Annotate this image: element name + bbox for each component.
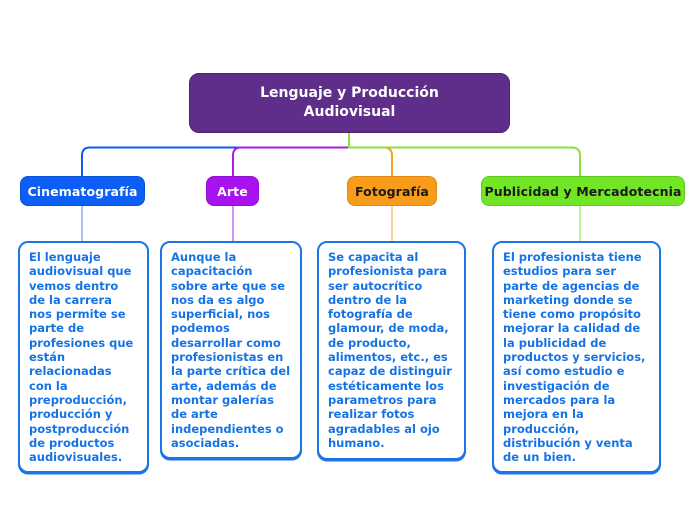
branch-node-cinematografia[interactable] bbox=[20, 176, 145, 206]
root-node[interactable] bbox=[189, 73, 510, 133]
branch-label-cinematografia: Cinematografía bbox=[27, 183, 138, 199]
edge-publicidad bbox=[349, 133, 580, 176]
edge-arte bbox=[233, 133, 349, 176]
branch-node-publicidad[interactable] bbox=[481, 176, 685, 206]
note-box-arte[interactable] bbox=[160, 241, 302, 459]
branch-node-arte[interactable] bbox=[206, 176, 259, 206]
branch-node-fotografia[interactable] bbox=[347, 176, 437, 206]
root-node-label: Lenguaje y Producción Audiovisual bbox=[260, 85, 439, 120]
note-box-cinematografia[interactable] bbox=[18, 241, 149, 473]
note-text-cinematografia: El lenguaje audiovisual que vemos dentro de la carrera nos permite se parte de profesiones que están relacionadas con la preproducción, producción y postproducción de productos audiovisuales. bbox=[29, 250, 134, 465]
edge-fotografia bbox=[349, 133, 392, 176]
branch-label-fotografia: Fotografía bbox=[355, 183, 429, 199]
branch-label-arte: Arte bbox=[217, 183, 248, 199]
note-text-arte: Aunque la capacitación sobre arte que se nos da es algo superficial, nos podemos desarrollar como profesionistas en la parte crítica del arte, además de montar galerías de arte independientes o asociadas. bbox=[171, 250, 291, 450]
note-box-fotografia[interactable] bbox=[317, 241, 466, 460]
note-text-fotografia: Se capacita al profesionista para ser autocrítico dentro de la fotografía de glamour, de moda, de producto, alimentos, etc., es capaz de distinguir estéticamente los parametros para realizar fotos agradables al ojo humano. bbox=[328, 250, 452, 450]
edge-cinematografia bbox=[82, 133, 349, 176]
note-text-publicidad: El profesionista tiene estudios para ser parte de agencias de marketing donde se tiene como propósito mejorar la calidad de la publicidad de productos y servicios, así como estudio e investigación de mercados para la mejora en la producción, distribución y venta de un bien. bbox=[503, 250, 646, 465]
note-box-publicidad[interactable] bbox=[492, 241, 661, 473]
branch-label-publicidad: Publicidad y Mercadotecnia bbox=[484, 183, 682, 199]
